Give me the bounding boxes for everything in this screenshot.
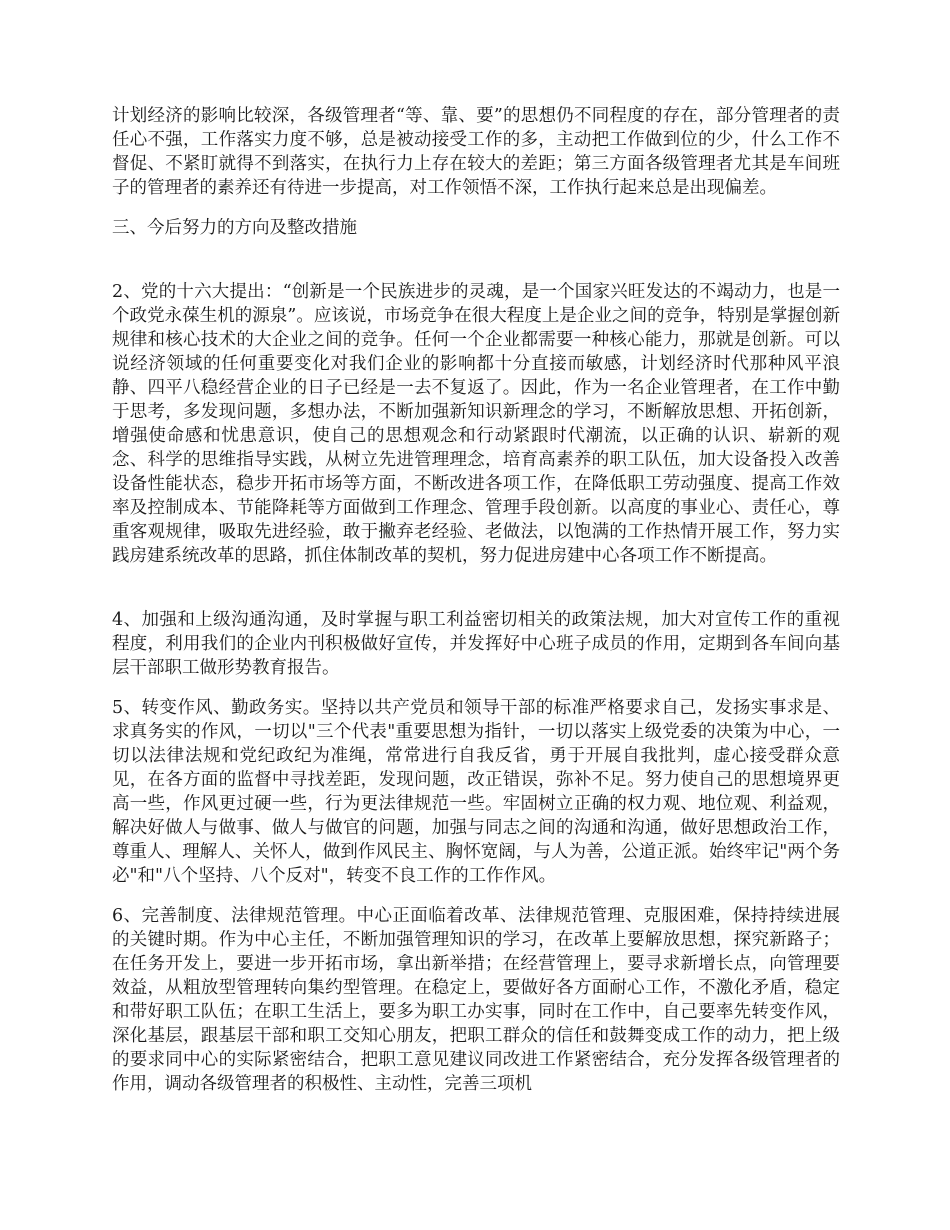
- document-body: [112, 104, 840, 1096]
- spacer: [112, 680, 840, 696]
- spacer: [112, 200, 840, 216]
- section-heading-improvement-measures: 三、今后努力的方向及整改措施: [112, 218, 357, 238]
- paragraph-management-problems: 计划经济的影响比较深，各级管理者“等、靠、要”的思想仍不同程度的存在，部分管理者的责任心不强，工作落实力度不够，总是被动接受工作的多，主动把工作做到位的少，什么工作不督促、不紧盯就得不到落实，在执行力上存在较大的差距；第三方面各级管理者尤其是车间班子的管理者的素养还有待进一步提高，对工作领悟不深，工作执行起来总是出现偏差。: [112, 106, 840, 198]
- paragraph-item-2-innovation: 2、党的十六大提出：“创新是一个民族进步的灵魂，是一个国家兴旺发达的不竭动力，也是一个政党永葆生机的源泉”。应该说，市场竞争在很大程度上是企业之间的竞争，特别是掌握创新规律和核心技术的大企业之间的竞争。任何一个企业都需要一种核心能力，那就是创新。可以说经济领域的任何重要变化对我们企业的影响都十分直接而敏感，计划经济时代那种风平浪静、四平八稳经营企业的日子已经是一去不复返了。因此，作为一名企业管理者，在工作中勤于思考，多发现问题，多想办法，不断加强新知识新理念的学习，不断解放思想、开拓创新，增强使命感和忧患意识，使自己的思想观念和行动紧跟时代潮流，以正确的认识、崭新的观念、科学的思维指导实践，从树立先进管理理念，培育高素养的职工队伍，加大设备投入改善设备性能状态，稳步开拓市场等方面，不断改进各项工作，在降低职工劳动强度、提高工作效率及控制成本、节能降耗等方面做到工作理念、管理手段创新。以高度的事业心、责任心，尊重客观规律，吸取先进经验，敢于撇弃老经验、老做法，以饱满的工作热情开展工作，努力实践房建系统改革的思路，抓住体制改革的契机，努力促进房建中心各项工作不断提高。: [112, 282, 840, 566]
- paragraph-item-5-work-style: 5、转变作风、勤政务实。坚持以共产党员和领导干部的标准严格要求自己，发扬实事求是、求真务实的作风，一切以"三个代表"重要思想为指针，一切以落实上级党委的决策为中心，一切以法律法规和党纪政纪为准绳，常常进行自我反省，勇于开展自我批判，虚心接受群众意见，在各方面的监督中寻找差距，发现问题，改正错误，弥补不足。努力使自己的思想境界更高一些，作风更过硬一些，行为更法律规范一些。牢固树立正确的权力观、地位观、利益观，解决好做人与做事、做人与做官的问题，加强与同志之间的沟通和沟通，做好思想政治工作，尊重人、理解人、关怀人，做到作风民主、胸怀宽阔，与人为善，公道正派。始终牢记"两个务必"和"八个坚持、八个反对"，转变不良工作的工作作风。: [112, 698, 840, 886]
- paragraph-item-4-communication: 4、加强和上级沟通沟通，及时掌握与职工利益密切相关的政策法规，加大对宣传工作的重视程度，利用我们的企业内刊积极做好宣传，并发挥好中心班子成员的作用，定期到各车间向基层干部职工做形势教育报告。: [112, 610, 840, 678]
- paragraph-item-6-regulations: 6、完善制度、法律规范管理。中心正面临着改革、法律规范管理、克服困难，保持持续进展的关键时期。作为中心主任，不断加强管理知识的学习，在改革上要解放思想，探究新路子；在任务开发上，要进一步开拓市场，拿出新举措；在经营管理上，要寻求新增长点，向管理要效益，从粗放型管理转向集约型管理。在稳定上，要做好各方面耐心工作，不激化矛盾，稳定和带好职工队伍；在职工生活上，要多为职工办实事，同时在工作中，自己要率先转变作风，深化基层，跟基层干部和职工交知心朋友，把职工群众的信任和鼓舞变成工作的动力，把上级的要求同中心的实际紧密结合，把职工意见建议同改进工作紧密结合，充分发挥各级管理者的作用，调动各级管理者的积极性、主动性，完善三项机: [112, 906, 840, 1094]
- spacer: [112, 888, 840, 904]
- spacer: [112, 240, 840, 280]
- spacer: [112, 568, 840, 608]
